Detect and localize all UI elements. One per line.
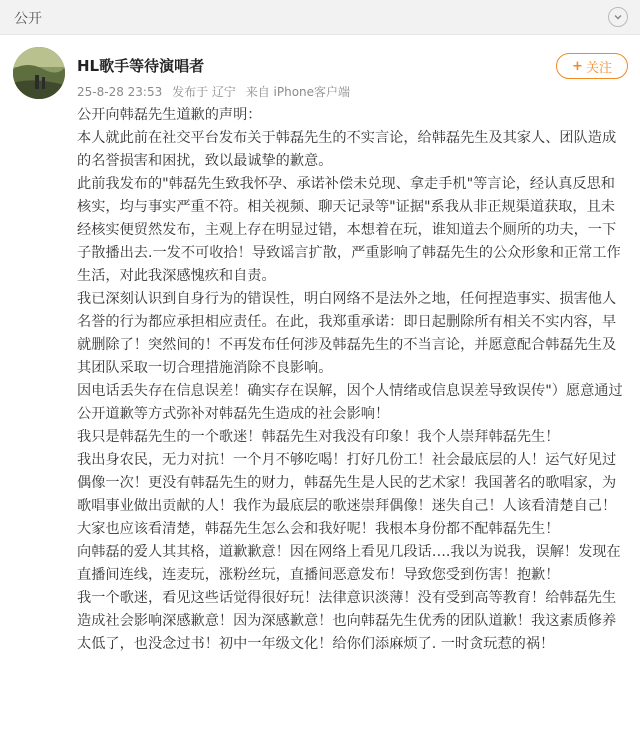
follow-label: 关注 xyxy=(585,60,612,76)
post-time: 25-8-28 23:53 xyxy=(77,85,163,99)
follow-button[interactable] xyxy=(556,53,628,79)
paragraph: 因电话丢失存在信息误差！确实存在误解，因个人情绪或信息误差导致误传"）愿意通过公开道歉等方式弥补对韩磊先生造成的社会影响！ xyxy=(77,383,623,422)
paragraph: 我一个歌迷，看见这些话觉得很好玩！法律意识淡薄！没有受到高等教育！给韩磊先生造成社会影响深感歉意！因为深感歉意！也向韩磊先生优秀的团队道歉！我这素质修养太低了，也没念过书！初中一年级文化！给你们添麻烦了. 一时贪玩惹的祸！ xyxy=(77,590,617,652)
paragraph: 我出身农民，无力对抗！一个月不够吃喝！打好几份工！社会最底层的人！运气好见过偶像一次！更没有韩磊先生的财力，韩磊先生是人民的艺术家！我国著名的歌唱家，为歌唱事业做出贡献的人！我作为最底层的歌迷崇拜偶像！迷失自己！人该看清楚自己！大家也应该看清楚，韩磊先生怎么会和我好呢！我根本身份都不配韩磊先生！ xyxy=(77,452,617,537)
visibility-label: 公开 xyxy=(14,11,42,27)
top-bar xyxy=(0,0,640,35)
paragraph: 公开向韩磊先生道歉的声明： xyxy=(77,107,262,123)
paragraph: 向韩磊的爱人其其格，道歉歉意！因在网络上看见几段话….我以为说我，误解！发现在直播间连线，连麦玩，涨粉丝玩，直播间恶意发布！导致您受到伤害！抱歉！ xyxy=(77,544,621,583)
paragraph: 我已深刻认识到自身行为的错误性，明白网络不是法外之地，任何捏造事实、损害他人名誉的行为都应承担相应责任。在此，我郑重承诺：即日起删除所有相关不实内容，早就删除了！突然间的！不再发布任何涉及韩磊先生的不当言论，并愿意配合韩磊先生及其团队采取一切合理措施消除不良影响。 xyxy=(77,291,617,376)
post-meta xyxy=(77,83,356,100)
paragraph: 此前我发布的"韩磊先生致我怀孕、承诺补偿未兑现、拿走手机"等言论，经认真反思和核实，均与事实严重不符。相关视频、聊天记录等"证据"系我从非正规渠道获取，且未经核实便贸然发布，主观上存在明显过错，本想着在玩，谁知道去个厕所的功夫，一下子散播出去.一发不可收拾！导致谣言扩散，严重影响了韩磊先生的公众形象和正常工作生活，对此我深感愧疚和自责。 xyxy=(77,176,621,284)
paragraph: 本人就此前在社交平台发布关于韩磊先生的不实言论，给韩磊先生及其家人、团队造成的名誉损害和困扰，致以最诚挚的歉意。 xyxy=(77,130,617,169)
post-content xyxy=(77,104,625,656)
avatar[interactable] xyxy=(13,47,65,99)
paragraph: 我只是韩磊先生的一个歌迷！韩磊先生对我没有印象！我个人崇拜韩磊先生！ xyxy=(77,429,560,445)
post-device: 来自 iPhone客户端 xyxy=(245,85,351,99)
post-header xyxy=(0,35,640,105)
post-location: 发布于 辽宁 xyxy=(172,85,236,99)
chevron-down-icon[interactable] xyxy=(608,7,628,27)
plus-icon: + xyxy=(572,58,583,74)
author-name[interactable]: HL歌手等待演唱者 xyxy=(77,57,205,75)
